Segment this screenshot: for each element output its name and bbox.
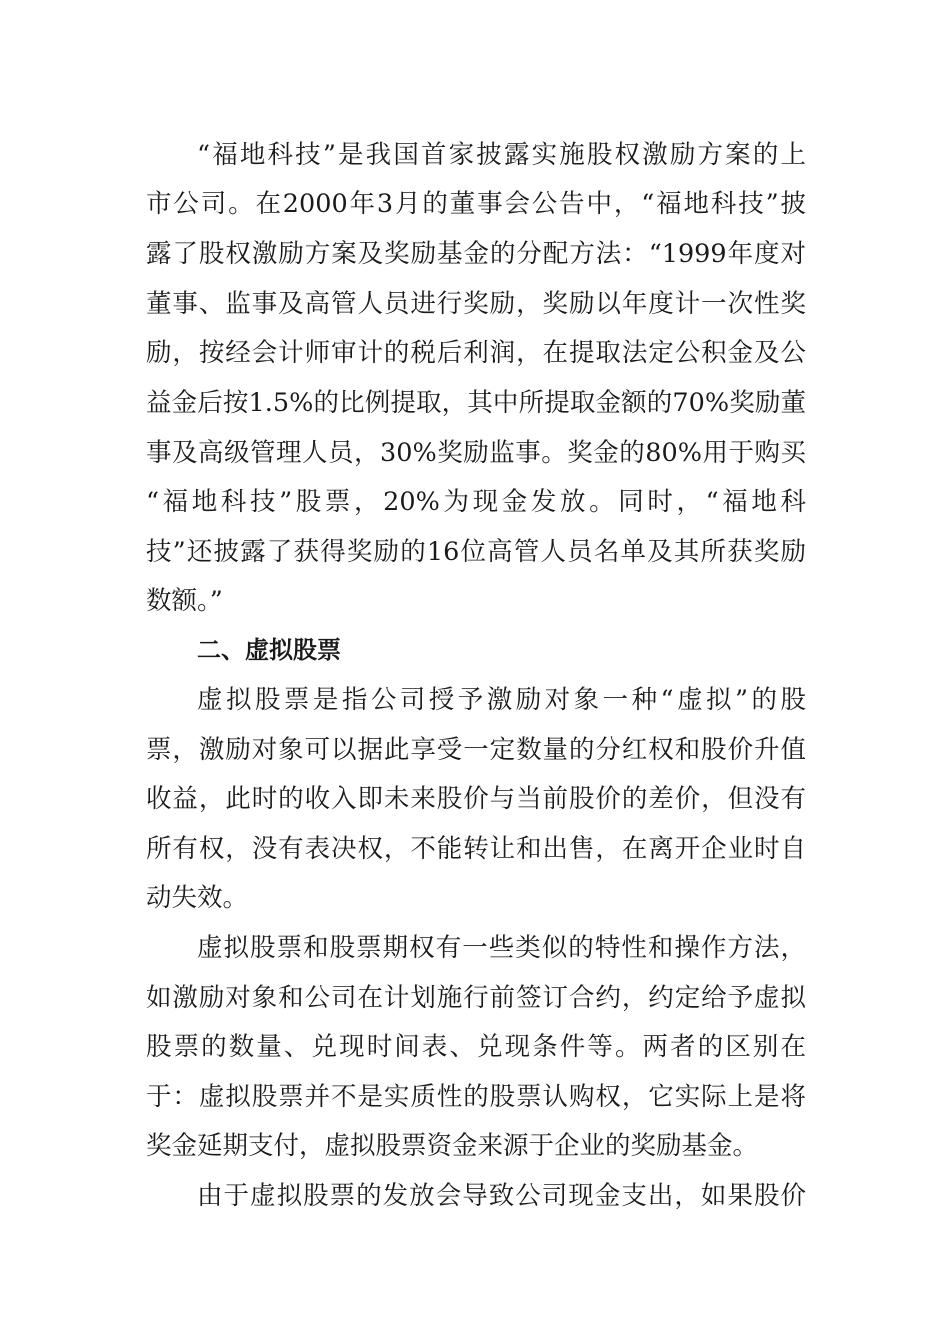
paragraph-1-line-10: 数额。” — [146, 586, 223, 616]
paragraph-3-line-3: 股票的数量、兑现时间表、兑现条件等。两者的区别在 — [146, 1032, 806, 1062]
paragraph-1-line-3: 露了股权激励方案及奖励基金的分配方法：“1999年度对 — [146, 239, 806, 269]
paragraph-2-line-5: 动失效。 — [146, 883, 249, 913]
paragraph-1-line-6: 益金后按1.5%的比例提取，其中所提取金额的70%奖励董 — [146, 388, 806, 418]
paragraph-3-line-1: 虚拟股票和股票期权有一些类似的特性和操作方法， — [197, 933, 806, 963]
paragraph-1-line-2: 市公司。在2000年3月的董事会公告中，“福地科技”披 — [146, 189, 806, 219]
paragraph-4-line-1: 由于虚拟股票的发放会导致公司现金支出，如果股价 — [197, 1181, 806, 1211]
paragraph-2-line-2: 票，激励对象可以据此享受一定数量的分红权和股价升值 — [146, 735, 806, 765]
paragraph-1-line-8: “福地科技”股票，20%为现金发放。同时，“福地科 — [146, 487, 806, 517]
paragraph-2-line-4: 所有权，没有表决权，不能转让和出售，在离开企业时自 — [146, 834, 806, 864]
paragraph-1-line-1: “福地科技”是我国首家披露实施股权激励方案的上 — [197, 140, 806, 170]
paragraph-1-line-5: 励，按经会计师审计的税后利润，在提取法定公积金及公 — [146, 338, 806, 368]
paragraph-3-line-5: 奖金延期支付，虚拟股票资金来源于企业的奖励基金。 — [146, 1131, 759, 1161]
section-heading: 二、虚拟股票 — [197, 636, 341, 664]
paragraph-1-line-9: 技”还披露了获得奖励的16位高管人员名单及其所获奖励 — [146, 537, 806, 567]
paragraph-2-line-1: 虚拟股票是指公司授予激励对象一种“虚拟”的股 — [197, 685, 806, 715]
paragraph-3-line-2: 如激励对象和公司在计划施行前签订合约，约定给予虚拟 — [146, 983, 806, 1013]
paragraph-1-line-7: 事及高级管理人员，30%奖励监事。奖金的80%用于购买 — [146, 438, 806, 468]
paragraph-3-line-4: 于：虚拟股票并不是实质性的股票认购权，它实际上是将 — [146, 1082, 806, 1112]
paragraph-1-line-4: 董事、监事及高管人员进行奖励，奖励以年度计一次性奖 — [146, 289, 806, 319]
paragraph-2-line-3: 收益，此时的收入即未来股价与当前股价的差价，但没有 — [146, 784, 806, 814]
